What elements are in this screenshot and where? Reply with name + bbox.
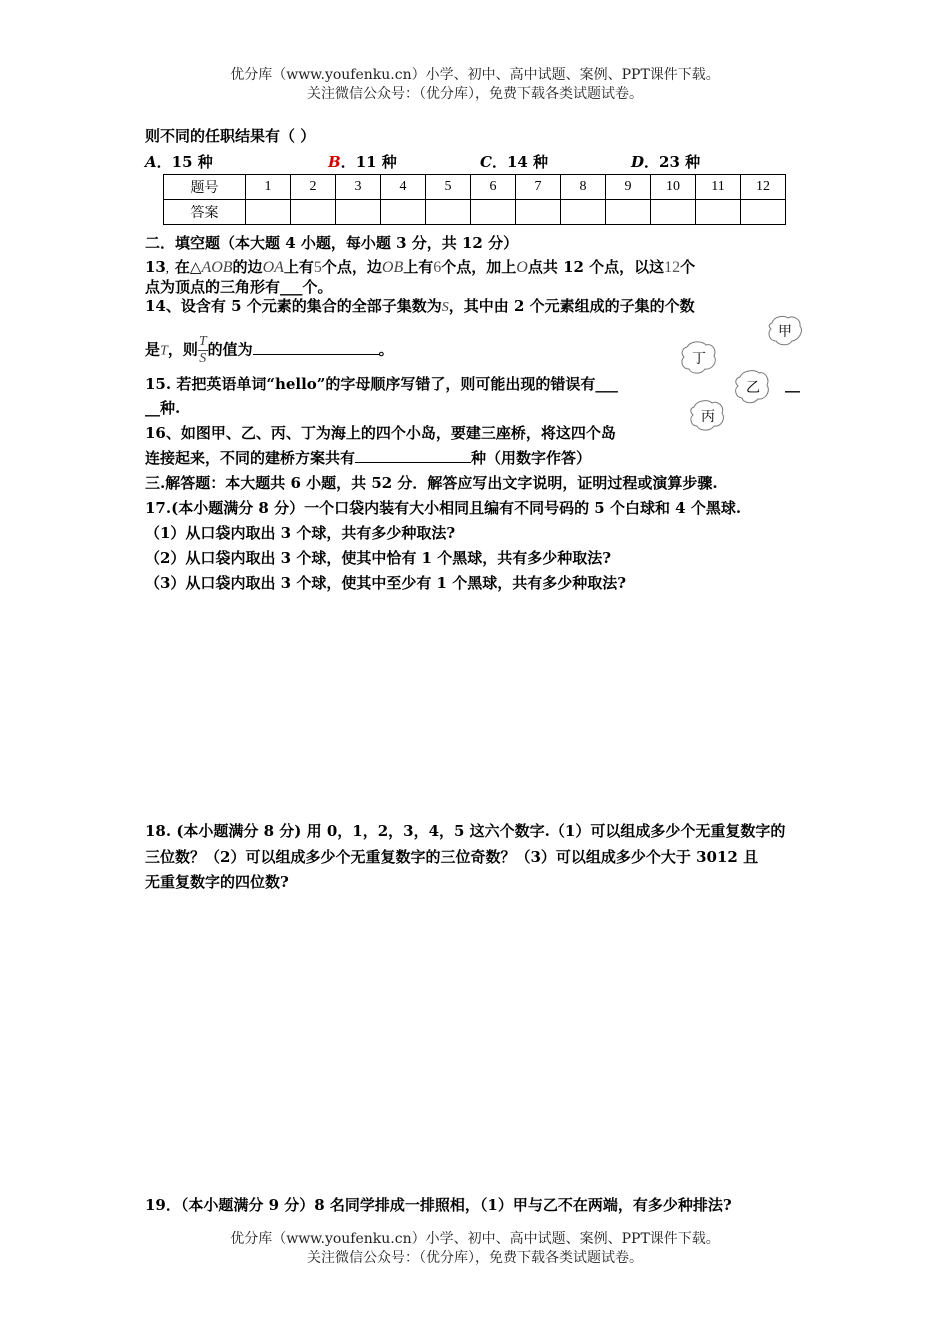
row-label: 答案	[164, 200, 246, 225]
table-cell: 12	[741, 175, 786, 200]
table-cell: 8	[561, 175, 606, 200]
table-cell: 9	[606, 175, 651, 200]
option-letter: A	[145, 153, 157, 171]
row-label: 题号	[164, 175, 246, 200]
q16-line-2	[145, 448, 591, 468]
option-d	[631, 151, 700, 172]
island-label: 乙	[746, 380, 760, 396]
table-cell: 11	[696, 175, 741, 200]
q13-text: 个	[680, 258, 696, 276]
answer-cell[interactable]	[696, 200, 741, 225]
fraction-denominator: S	[199, 351, 207, 366]
island-label: 丙	[701, 409, 715, 425]
q13-text: 上有	[283, 258, 314, 276]
table-row	[164, 175, 786, 200]
q17-part-2: （2）从口袋内取出 3 个球，使其中恰有 1 个黑球，共有多少种取法?	[145, 549, 611, 567]
option-c	[480, 151, 548, 172]
answer-cell[interactable]	[426, 200, 471, 225]
q18-line-2: 三位数？（2）可以组成多少个无重复数字的三位奇数？（3）可以组成多少个大于 3012 且	[145, 848, 759, 866]
q17-stem: 17.(本小题满分 8 分）一个口袋内装有大小相同且编有不同号码的 5 个白球和 4 个黑球.	[145, 499, 742, 517]
option-text: ．15 种	[156, 153, 213, 171]
math-s: S	[441, 300, 449, 315]
option-text: ．23 种	[644, 153, 701, 171]
answer-cell[interactable]	[516, 200, 561, 225]
answer-cell[interactable]	[471, 200, 516, 225]
q14-text: 是	[145, 340, 161, 359]
fraction-numerator: T	[198, 334, 207, 349]
answer-cell[interactable]	[561, 200, 606, 225]
answer-blank[interactable]	[355, 448, 471, 463]
q16-text: 种（用数字作答）	[471, 449, 592, 467]
island-bing	[688, 398, 728, 434]
math-twelve: 12	[664, 259, 681, 276]
q13-text: 上有	[403, 258, 434, 276]
table-row	[164, 200, 786, 225]
q15-line-1-tail: __	[785, 375, 800, 393]
math-t: T	[160, 343, 168, 359]
q14-text: 14、设含有 5 个元素的集合的全部子集数为	[145, 297, 442, 315]
math-six: 6	[433, 259, 442, 276]
footer-line-1: 优分库（www.youfenku.cn）小学、初中、高中试题、案例、PPT课件下载。	[230, 1231, 720, 1247]
header-line-2: 关注微信公众号：（优分库），免费下载各类试题试卷。	[307, 86, 643, 102]
q19-line-1: 19．（本小题满分 9 分）8 名同学排成一排照相，（1）甲与乙不在两端，有多少种排法?	[145, 1196, 732, 1214]
math-five: 5	[313, 259, 322, 276]
math-aob: AOB	[201, 259, 233, 276]
math-ob: OB	[381, 259, 404, 276]
answer-cell[interactable]	[246, 200, 291, 225]
option-b	[328, 151, 397, 172]
q15-line-1: 15. 若把英语单词“hello”的字母顺序写错了，则可能出现的错误有___	[145, 375, 618, 393]
answer-cell[interactable]	[741, 200, 786, 225]
option-letter: D	[631, 153, 645, 171]
island-label: 丁	[692, 351, 706, 367]
q14-text: ，其中由 2 个元素组成的子集的个数	[448, 297, 695, 315]
q14-text: 。	[378, 340, 394, 359]
answer-table	[163, 174, 786, 225]
island-yi	[733, 367, 773, 407]
q14-text: 的值为	[207, 340, 253, 359]
table-cell: 5	[426, 175, 471, 200]
table-cell: 3	[336, 175, 381, 200]
option-a	[145, 151, 213, 172]
island-jia	[766, 314, 804, 348]
q18-line-1: 18. (本小题满分 8 分) 用 0，1，2，3，4，5 这六个数字.（1）可以组成多少个无重复数字的	[145, 822, 786, 840]
q15-line-2: __种.	[145, 399, 181, 417]
table-cell: 7	[516, 175, 561, 200]
footer-line-2: 关注微信公众号：（优分库），免费下载各类试题试卷。	[307, 1250, 643, 1266]
q13-text: 个点，边	[321, 258, 382, 276]
table-cell: 1	[246, 175, 291, 200]
q14-line-1	[145, 296, 695, 318]
table-cell: 4	[381, 175, 426, 200]
fraction-t-over-s	[198, 334, 208, 367]
math-o: O	[516, 259, 528, 276]
answer-cell[interactable]	[381, 200, 426, 225]
q13-text: 的边	[232, 258, 263, 276]
island-ding	[679, 339, 719, 377]
q13-text: 个点，加上	[441, 258, 517, 276]
table-cell: 10	[651, 175, 696, 200]
option-letter: B	[328, 153, 341, 171]
answer-cell[interactable]	[291, 200, 336, 225]
answer-cell[interactable]	[651, 200, 696, 225]
q13-text: 在△	[174, 258, 202, 276]
q17-part-3: （3）从口袋内取出 3 个球，使其中至少有 1 个黑球，共有多少种取法?	[145, 574, 626, 592]
q16-text: 连接起来，不同的建桥方案共有	[145, 449, 356, 467]
option-text: ．11 种	[340, 153, 397, 171]
q14-line-2	[145, 334, 394, 367]
q13-number: 13	[145, 258, 166, 276]
option-text: ．14 种	[491, 153, 549, 171]
q13-line-1: 13，在△AOB的边OA上有5个点，边OB上有6个点，加上O点共 12 个点，以这12个	[145, 258, 696, 276]
option-letter: C	[480, 153, 492, 171]
math-oa: OA	[262, 259, 284, 276]
answer-blank[interactable]	[253, 340, 379, 355]
answer-cell[interactable]	[606, 200, 651, 225]
header-line-1: 优分库（www.youfenku.cn）小学、初中、高中试题、案例、PPT课件下载。	[230, 67, 720, 83]
section-3-title: 三.解答题：本大题共 6 小题，共 52 分．解答应写出文字说明，证明过程或演算步骤.	[145, 474, 718, 492]
section-2-title: 二．填空题（本大题 4 小题，每小题 3 分，共 12 分）	[145, 234, 519, 252]
q13-line-2: 点为顶点的三角形有___个。	[145, 278, 333, 296]
table-cell: 6	[471, 175, 516, 200]
q14-text: ，则	[167, 340, 198, 359]
q17-part-1: （1）从口袋内取出 3 个球，共有多少种取法?	[145, 524, 456, 542]
table-cell: 2	[291, 175, 336, 200]
q18-line-3: 无重复数字的四位数?	[145, 873, 289, 891]
answer-cell[interactable]	[336, 200, 381, 225]
q16-line-1: 16、如图甲、乙、丙、丁为海上的四个小岛，要建三座桥，将这四个岛	[145, 424, 616, 442]
q13-text: 点共 12 个点，以这	[527, 258, 665, 276]
island-label: 甲	[778, 324, 792, 340]
question-stem: 则不同的任职结果有（ ）	[145, 127, 316, 145]
